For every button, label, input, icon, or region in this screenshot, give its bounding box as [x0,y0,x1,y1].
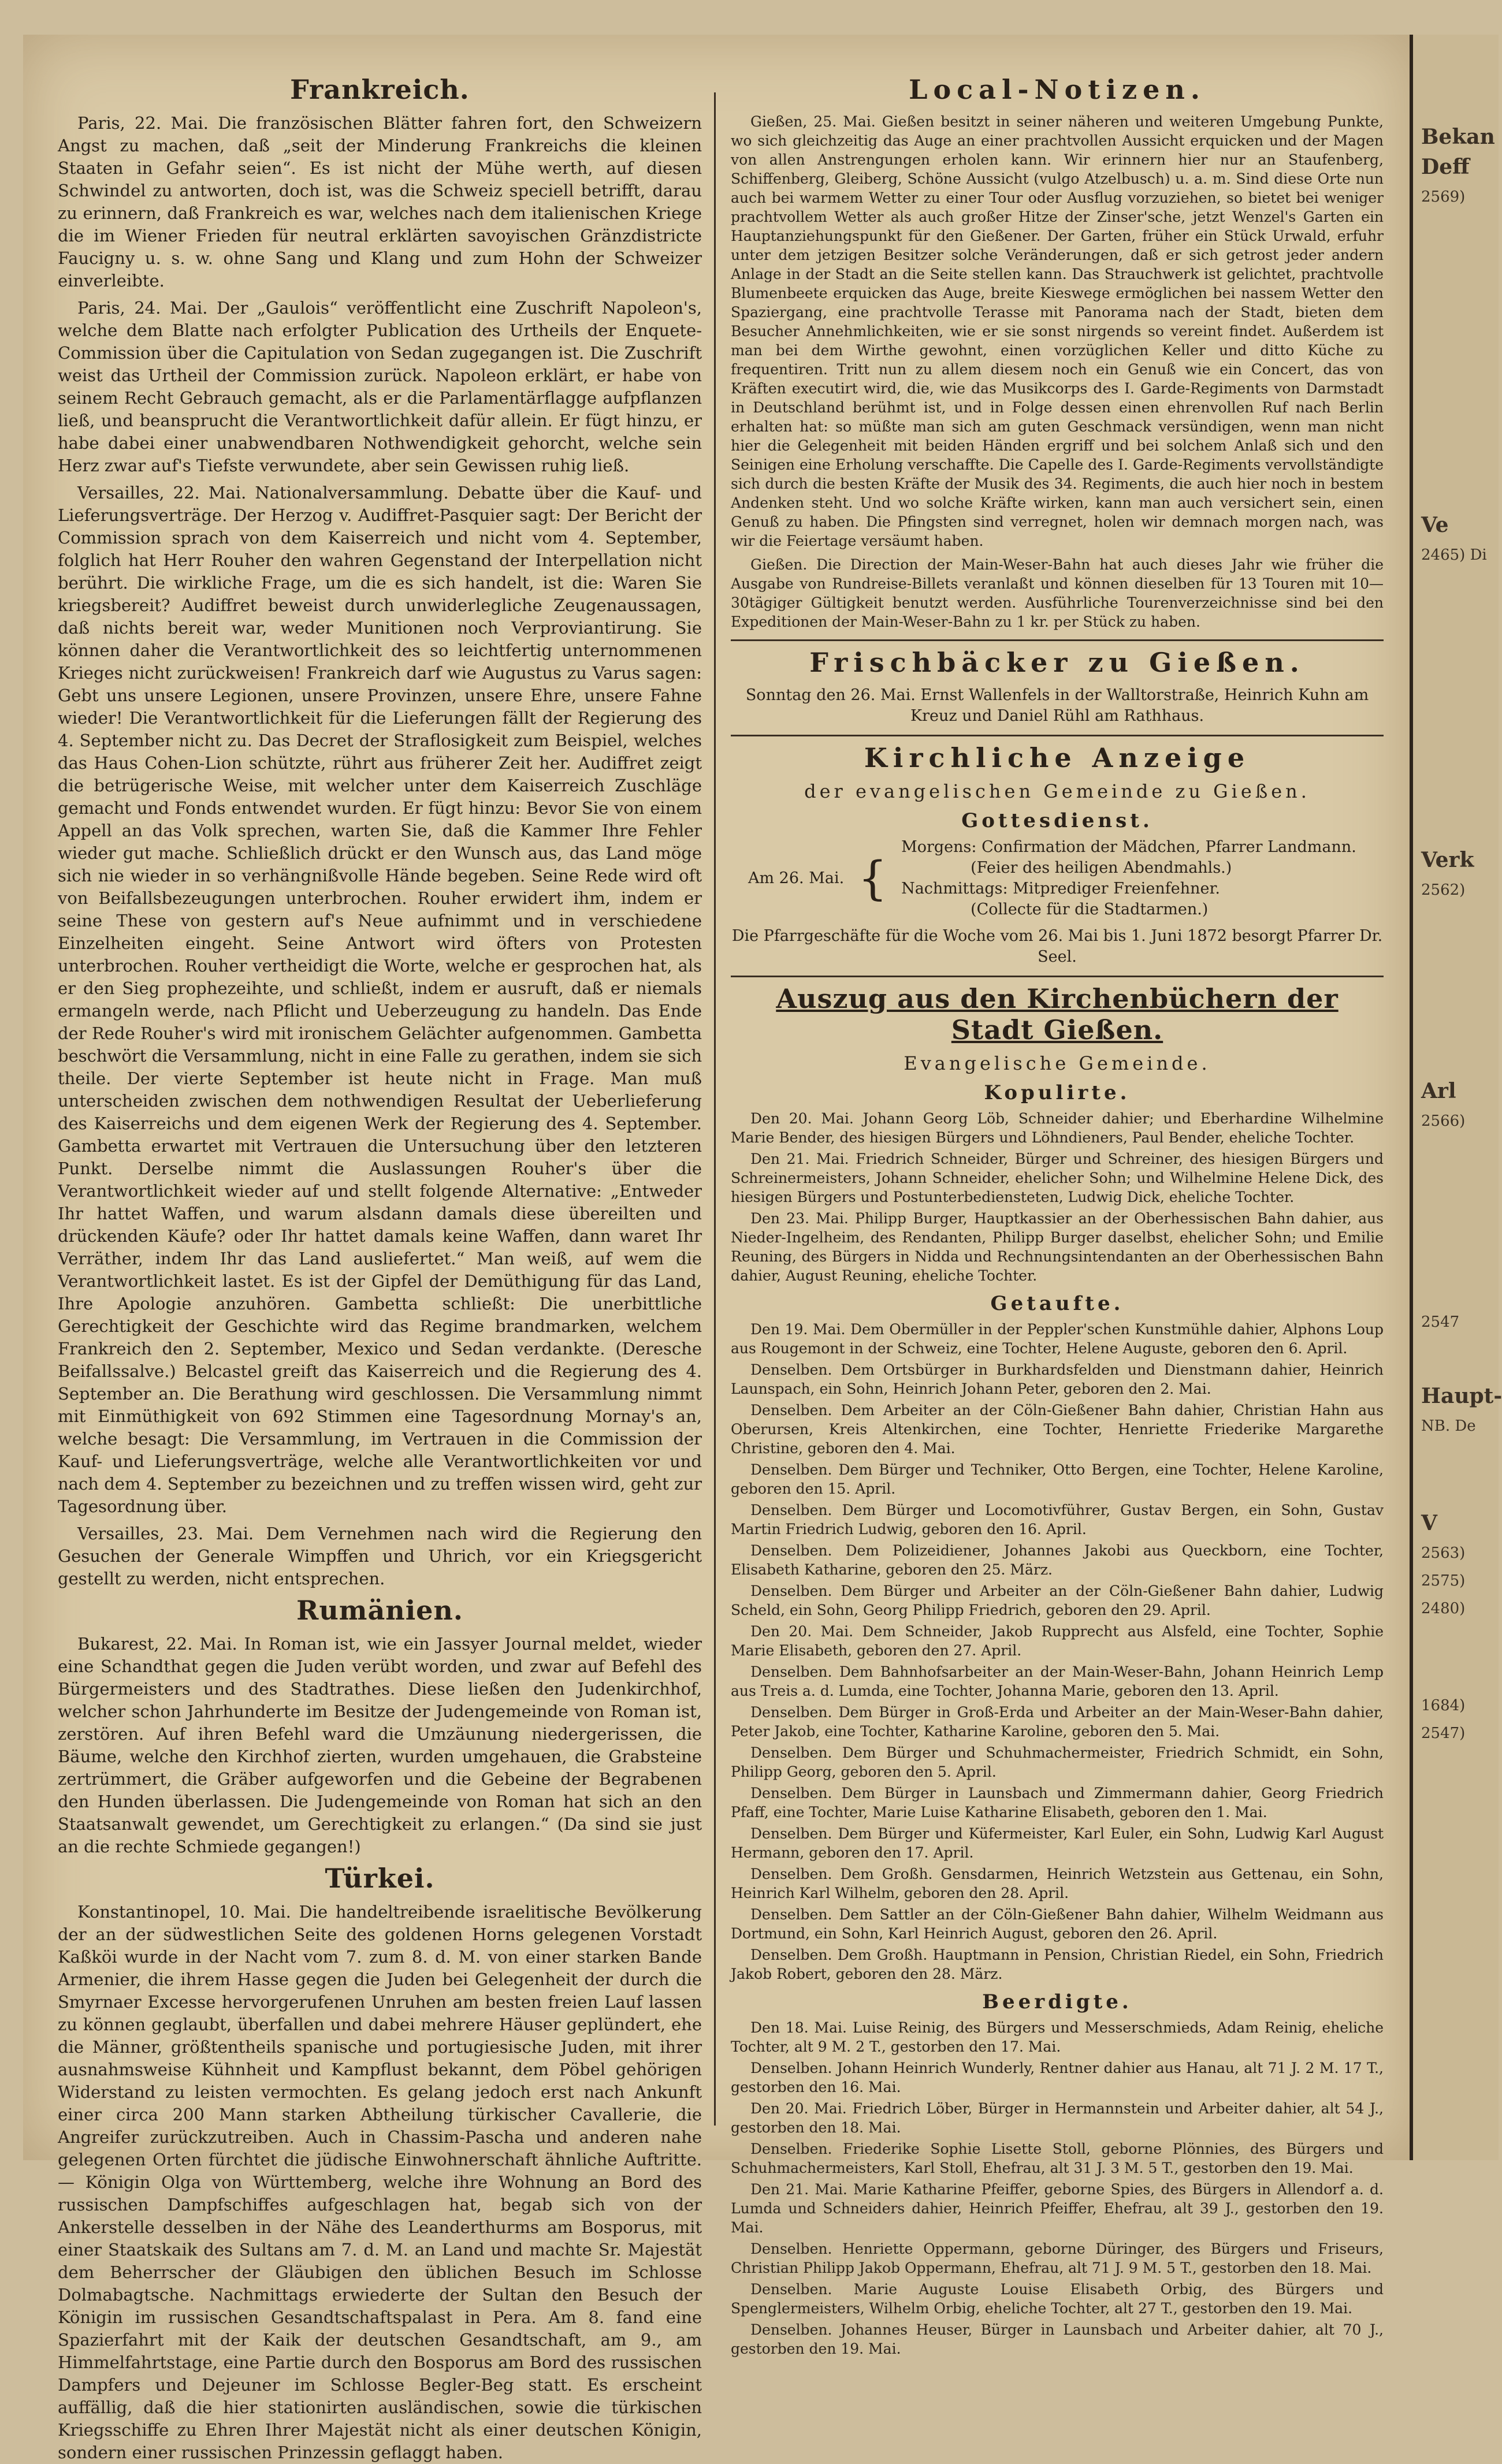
edge-fragment: NB. De [1421,1417,1476,1435]
record-entry: Den 20. Mai. Dem Schneider, Jakob Rupprecht aus Alsfeld, eine Tochter, Sophie Marie Elisabeth, geboren den 27. April. [731,1623,1384,1659]
auszug-subtitle: Evangelische Gemeinde. [904,1052,1211,1074]
article-paragraph: Paris, 22. Mai. Die französischen Blätter fahren fort, den Schweizern Angst zu machen, daß „seit der Minderung Frankreichs die kleinen Staaten in Gefahr seien“. Es ist nicht der Mühe werth, auf diesen Schwindel zu antworten, doch ist, was die Schweiz speciell betrifft, darau zu erinnern, daß Frankreich es war, welches nach dem italienischen Kriege die im Wiener Frieden für neutral erklärten savoyischen Gränzdistricte Faucigny u. s. w. ohne Sang und Klang und zum Hohn der Schweizer einverleibte. [58,113,702,291]
divider-rule [731,639,1384,641]
record-entry: Den 20. Mai. Friedrich Löber, Bürger in Hermannstein und Arbeiter dahier, alt 54 J., gestorben den 18. Mai. [731,2100,1384,2136]
record-entry: Denselben. Johann Heinrich Wunderly, Rentner dahier aus Hanau, alt 71 J. 2 M. 17 T., gestorben den 16. Mai. [731,2060,1384,2095]
service-line: (Feier des heiligen Abendmahls.) [971,859,1232,877]
record-entry: Denselben. Dem Bürger und Techniker, Otto Bergen, eine Tochter, Helene Karoline, geboren den 15. April. [731,1461,1384,1497]
kirchlich-subtitle: der evangelischen Gemeinde zu Gießen. [804,780,1310,802]
edge-fragment: Ve [1421,513,1449,537]
record-entry: Denselben. Dem Bürger und Schuhmachermeister, Friedrich Schmidt, ein Sohn, Philipp Georg, geboren den 5. April. [731,1744,1384,1780]
record-entry: Denselben. Dem Großh. Gensdarmen, Heinrich Wetzstein aus Gettenau, ein Sohn, Heinrich Karl Wilhelm, geboren den 28. April. [731,1866,1384,1901]
section-heading-rumaenien: Rumänien. [296,1595,463,1626]
kirchlich-section [731,742,1384,967]
record-entry: Denselben. Dem Arbeiter an der Cöln-Gießener Bahn dahier, Christian Hahn aus Oberursen, Kreis Altenkirchen, eine Tochter, Henriette Friederike Margarethe Christine, geboren den 4. Mai. [731,1402,1384,1457]
divider-rule [731,976,1384,977]
record-entry: Denselben. Dem Bürger und Küfermeister, Karl Euler, ein Sohn, Ludwig Karl August Hermann, geboren den 17. April. [731,1825,1384,1861]
record-entry: Denselben. Dem Polizeidiener, Johannes Jakobi aus Queckborn, eine Tochter, Elisabeth Katharine, geboren den 25. März. [731,1542,1384,1578]
section-heading-kirchlich: Kirchliche Anzeige [864,742,1251,773]
record-entry: Den 23. Mai. Philipp Burger, Hauptkassier an der Oberhessischen Bahn dahier, aus Nieder-Ingelheim, des Rendanten, Philipp Burger daselbst, ehelicher Sohn; und Emilie Reuning, des Bürgers in Nidda und Rechnungsintendanten an der Oberhessischen Bahn dahier, August Reuning, eheliche Tochter. [731,1210,1384,1284]
article-paragraph: Versailles, 22. Mai. Nationalversammlung. Debatte über die Kauf- und Lieferungsverträge. Der Herzog v. Audiffret-Pasquier sagt: Der Bericht der Commission sprach von dem Kaiserreich und nicht vom 4. September, folglich hat Herr Rouher den wahren Gegenstand der Interpellation nicht berührt. Die wirkliche Frage, um die es sich handelt, ist die: Waren Sie kriegsbereit? Audiffret beweist durch unwiderlegliche Zeugenaussagen, daß nichts bereit war, weder Munitionen noch Verproviantirung. Sie können daher die Verantwortlichkeit des so leichtfertig unternommenen Krieges nicht zurückweisen! Frankreich darf wie Augustus zu Varus sagen: Gebt uns unsere Legionen, unsere Provinzen, unsere Ehre, unsere Fahne wieder! Die Verantwortlichkeit für die Lieferungen fällt der Regierung des 4. September nicht zu. Das Decret der Straflosigkeit zum Beispiel, welches das Haus Cohen-Lion schützte, rührt aus früherer Zeit her. Audiffret zeigt die betrügerische Weise, mit welcher unter dem Kaiserreich Zuschläge gemacht und Fonds entwendet wurden. Er fügt hinzu: Bevor Sie von einem Appell an das Volk sprechen, warten Sie, daß die Kammer Ihre Fehler wieder gut mache. Schließlich drückt er den Wunsch aus, das Land möge sich nie wieder in so verhängnißvolle Hände begeben. Seine Rede wird oft von Beifallsbezeugungen unterbrochen. Rouher erwidert ihm, indem er seine These von gestern auf's Neue aufnimmt und in verschiedene Einzelheiten eingeht. Seine Antwort wird öfters von Protesten unterbrochen. Rouher vertheidigt die Worte, welche er gesprochen hat, als er den Sieg prophezeihte, und schließt, indem er ausruft, daß er niemals ermangeln werde, nach Pflicht und Ueberzeugung zu handeln. Das Ende der Rede Rouher's wird mit ironischem Gelächter aufgenommen. Gambetta beschwört die Versammlung, nicht in eine Falle zu gerathen, indem sie sich theile. Der vierte September ist heute nicht in Frage. Man muß unterscheiden zwischen dem nothwendigen Resultat der Ueberlieferung des Kaiserreichs und dem eigenen Werk der Regierung des 4. September. Gambetta erwartet mit Vertrauen die Untersuchung über den letzteren Punkt. Derselbe nimmt die Auslassungen Rouher's über die Verantwortlichkeit wieder auf und stellt folgende Alternative: „Entweder Ihr hattet Waffen, und warum alsdann damals diese übereilten und drückenden Käufe? oder Ihr hattet damals keine Waffen, dann waret Ihr Verräther, indem Ihr das Land ausliefertet.“ Man weiß, auf wem die Verantwortlichkeit lastet. Es ist der Gipfel der Demüthigung für das Land, Ihre Apologie anzuhören. Gambetta schließt: Die unerbittliche Gerechtigkeit der Geschichte wird das Regime brandmarken, welchem Frankreich den 2. September, Mexico und Sedan verdankte. (Deresche Beifallssalve.) Belcastel greift das Kaiserreich und die Regierung des 4. September an. Die Berathung wird geschlossen. Die Versammlung nimmt mit Einmüthigkeit von 692 Stimmen eine Tagesordnung Mornay's an, welche besagt: Die Versammlung, im Vertrauen in die Commission der Kauf- und Lieferungsverträge, welche alle Verantwortlichkeiten vor und nach dem 4. September zu bezeichnen und zu treffen wissen wird, geht zur Tagesordnung über. [58,483,702,1516]
right-column [731,69,1384,2357]
section-heading-baecker: Frischbäcker zu Gießen. [809,647,1305,678]
service-line: Morgens: Confirmation der Mädchen, Pfarrer Landmann. [901,838,1356,856]
edge-fragment: Haupt- [1421,1384,1502,1408]
pfarr-note: Die Pfarrgeschäfte für die Woche vom 26. Mai bis 1. Juni 1872 besorgt Pfarrer Dr. Seel. [731,927,1383,966]
brace-glyph: { [858,851,888,905]
record-entry: Denselben. Dem Bahnhofsarbeiter an der Main-Weser-Bahn, Johann Heinrich Lemp aus Treis a. d. Lumda, eine Tochter, Johanna Marie, geboren den 13. April. [731,1663,1384,1699]
record-entry: Denselben. Marie Auguste Louise Elisabeth Orbig, des Bürgers und Spenglermeisters, Wilhelm Orbig, eheliche Tochter, alt 27 T., gestorben den 19. Mai. [731,2281,1384,2317]
service-date: Am 26. Mai. [748,869,845,887]
record-entry: Denselben. Dem Bürger und Locomotivführer, Gustav Bergen, ein Sohn, Gustav Martin Friedrich Ludwig, geboren den 16. April. [731,1502,1384,1538]
edge-fragment: 2575) [1421,1572,1466,1590]
rumaenien-section [58,1595,702,1858]
record-entry: Denselben. Dem Bürger und Arbeiter an der Cöln-Gießener Bahn dahier, Ludwig Scheld, ein Sohn, Georg Philipp Friedrich, geboren den 29. April. [731,1583,1384,1618]
article-paragraph: Versailles, 23. Mai. Dem Vernehmen nach wird die Regierung den Gesuchen der Generale Wimpffen und Uhrich, vor ein Kriegsgericht gestellt zu werden, nicht entsprechen. [58,1524,702,1588]
edge-fragment: Verk [1421,848,1474,872]
edge-fragment: 2547) [1421,1725,1466,1742]
record-entry: Denselben. Henriette Oppermann, geborne Düringer, des Bürgers und Friseurs, Christian Philipp Jakob Oppermann, Ehefrau, alt 71 J. 9 M. 5 T., gestorben den 18. Mai. [731,2240,1384,2276]
edge-fragment: 2566) [1421,1112,1466,1130]
article-paragraph: Gießen. Die Direction der Main-Weser-Bahn hat auch dieses Jahr wie früher die Ausgabe von Rundreise-Billets veranlaßt und können dieselben für 13 Touren mit 10—30tägiger Gültigkeit benutzt werden. Ausführliche Tourenverzeichnisse sind bei den Expeditionen der Main-Weser-Bahn zu 1 kr. per Stück zu haben. [731,556,1384,630]
frankreich-section [58,74,702,1590]
record-entry: Den 21. Mai. Marie Katharine Pfeiffer, geborne Spies, des Bürgers in Allendorf a. d. Lumda und Schneiders dahier, Heinrich Pfeiffer, Ehefrau, alt 39 J., gestorben den 19. Mai. [731,2181,1384,2236]
record-entry: Den 18. Mai. Luise Reinig, des Bürgers und Messerschmieds, Adam Reinig, eheliche Tochter, alt 9 M. 2 T., gestorben den 17. Mai. [731,2019,1384,2055]
record-entry: Denselben. Dem Bürger in Launsbach und Zimmermann dahier, Georg Friedrich Pfaff, eine Tochter, Marie Luise Katharine Elisabeth, geboren den 1. Mai. [731,1785,1384,1821]
edge-fragment: Bekan [1421,125,1495,149]
baecker-text: Sonntag den 26. Mai. Ernst Wallenfels in der Walltorstraße, Heinrich Kuhn am Kreuz und Daniel Rühl am Rathhaus. [745,686,1369,725]
article-paragraph: Gießen, 25. Mai. Gießen besitzt in seiner näheren und weiteren Umgebung Punkte, wo sich gleichzeitig das Auge an einer prachtvollen Aussicht erquicken und der Magen von allen Anstrengungen erholen kann. Wir erinnern hier nur an Staufenberg, Schiffenberg, Gleiberg, Schöne Aussicht (vulgo Atzelbusch) u. a. m. Sind diese Orte nun auch bei warmem Wetter zu einer Tour oder Ausflug vorzuziehen, so bietet bei weniger prachtvollem Wetter als auch großer Hitze der Zinser'sche, jetzt Wenzel's Garten ein Hauptanziehungspunkt für den Gießener. Der Garten, früher ein Stück Urwald, erfuhr unter dem jetzigen Besitzer solche Veränderungen, daß er sich getrost jeder andern Anlage in der Stadt an die Seite stellen kann. Das Strauchwerk ist gelichtet, prachtvolle Blumenbeete erquicken das Auge, breite Kieswege ermöglichen bei nassem Wetter den Spaziergang, eine prachtvolle Terasse mit Panorama nach der Stadt, bieten dem Besucher Annehmlichkeiten, wie er sie sonst nirgends so vereint findet. Außerdem ist man bei dem Wirthe gewohnt, einen vorzüglichen Keller und ditto Küche zu frequentiren. Tritt nun zu allem diesem noch ein Genuß wie ein Concert, das von Kräften executirt wird, die, wie das Musikcorps des I. Garde-Regiments von Darmstadt in Deutschland berühmt ist, und in Folge dessen einen ehrenvollen Ruf nach Berlin erhalten hat: so müßte man sich am guten Geschmack versündigen, wenn man nicht hier die Gelegenheit mit beiden Händen ergriff und bei solchem Anlaß sich und den Seinigen eine Erholung verschaffte. Die Capelle des I. Garde-Regiments vervollständigte sich durch die besten Kräfte der Musik des 34. Regiments, die auch hier noch in bestem Andenken steht. Und wo solche Kräfte wirken, kann man auch versichert sein, einen Genuß zu haben. Die Pfingsten sind verregnet, holen wir demnach morgen nach, was wir die Feiertage versäumt haben. [731,113,1384,549]
record-entry: Denselben. Johannes Heuser, Bürger in Launsbach und Arbeiter dahier, alt 70 J., gestorben den 19. Mai. [731,2321,1384,2357]
record-entry: Den 21. Mai. Friedrich Schneider, Bürger und Schreiner, des hiesigen Bürgers und Schreinermeisters, Johann Schneider, ehelicher Sohn; und Wilhelmine Helene Dick, des hiesigen Bürgers und Postunterbediensteten, Ludwig Dick, eheliche Tochter. [731,1151,1384,1205]
edge-fragment: 2563) [1421,1544,1466,1562]
edge-fragment: Deff [1421,155,1470,179]
service-line: (Collecte für die Stadtarmen.) [971,900,1209,918]
edge-fragment: 1684) [1421,1697,1466,1714]
section-heading-frankreich: Frankreich. [290,74,470,105]
edge-fragment: 2562) [1421,881,1466,899]
edge-fragment: V [1421,1511,1437,1535]
tuerkei-section [58,1863,702,2464]
column-divider [714,92,716,2126]
record-entry: Denselben. Dem Ortsbürger in Burkhardsfelden und Dienstmann dahier, Heinrich Launspach, ein Sohn, Heinrich Johann Peter, geboren den 2. Mai. [731,1361,1384,1397]
divider-rule [731,735,1384,736]
newspaper-page [23,35,1410,2462]
record-entry: Den 19. Mai. Dem Obermüller in der Peppler'schen Kunstmühle dahier, Alphons Loup aus Rougemont in der Schweiz, eine Tochter, Helene Auguste, geboren den 6. April. [731,1321,1384,1357]
kopulirte-heading: Kopulirte. [984,1081,1131,1104]
record-entry: Denselben. Dem Bürger in Groß-Erda und Arbeiter an der Main-Weser-Bahn dahier, Peter Jakob, eine Tochter, Katharine Karoline, geboren den 5. Mai. [731,1704,1384,1740]
adjacent-page-edge [1410,35,1502,2160]
article-paragraph: Bukarest, 22. Mai. In Roman ist, wie ein Jassyer Journal meldet, wieder eine Schandthat gegen die Juden verübt worden, und zwar auf Befehl des Bürgermeisters und des Stadtrathes. Diese ließen den Judenkirchhof, welcher schon Jahrhunderte im Besitze der Judengemeinde von Roman ist, zerstören. Auf ihren Befehl ward die Umzäunung niedergerissen, die Bäume, welche den Kirchhof zierten, wurden umgehauen, die Grabsteine zertrümmert, die Gräber aufgeworfen und die Gebeine der Begrabenen den Hunden überlassen. Die Judengemeinde von Roman hat sich an den Staatsanwalt gewendet, um Gerechtigkeit zu erlangen.“ (Da sind sie just an die rechte Schmiede gegangen!) [58,1634,702,1856]
edge-fragment: 2465) Di [1421,546,1487,564]
service-schedule [748,837,1384,920]
record-entry: Denselben. Friederike Sophie Lisette Stoll, geborne Plönnies, des Bürgers und Schuhmachermeisters, Karl Stoll, Ehefrau, alt 31 J. 3 M. 5 T., gestorben den 19. Mai. [731,2141,1384,2176]
record-entry: Denselben. Dem Großh. Hauptmann in Pension, Christian Riedel, ein Sohn, Friedrich Jakob Robert, geboren den 28. März. [731,1946,1384,1982]
baecker-section [731,647,1384,727]
edge-fragment: Arl [1421,1079,1456,1103]
service-line: Nachmittags: Mitprediger Freienfehner. [901,880,1221,898]
left-column [58,69,702,2462]
article-paragraph: Konstantinopel, 10. Mai. Die handeltreibende israelitische Bevölkerung der an der südwestlichen Seite des goldenen Horns gelegenen Vorstadt Kaßköi wurde in der Nacht vom 7. zum 8. d. M. von einer starken Bande Armenier, die ihrem Hasse gegen die Juden bei Gelegenheit der durch die Smyrnaer Excesse hervorgerufenen Unruhen am besten freien Lauf lassen zu können geglaubt, überfallen und dabei mehrere Häuser geplündert, ehe die Männer, größtentheils spanische und portugiesische Juden, mit ihrer ausnahmsweise Kühnheit und Kampflust bekannt, dem Pöbel gehörigen Widerstand zu leisten vermochten. Es gelang jedoch erst nach Ankunft einer circa 200 Mann starken Abtheilung türkischer Cavallerie, die Angreifer zurückzutreiben. Auch in Chassim-Pascha und anderen nahe gelegenen Orten fürchtet die jüdische Einwohnerschaft ähnliche Auftritte. — Königin Olga von Württemberg, welche ihre Wohnung an Bord des russischen Dampfschiffes aufgeschlagen hat, begab sich von der Ankerstelle desselben in der Nähe des Leanderthurms am Bosporus, mit einer Staatskaik des Sultans am 7. d. M. an Land und machte Sr. Majestät dem Beherrscher der Gläubigen den üblichen Besuch im Schlosse Dolmabagtsche. Nachmittags erwiederte der Sultan den Besuch der Königin im russischen Gesandtschaftspalast in Pera. Am 8. fand eine Spazierfahrt mit der Kaik der deutschen Gesandtschaft, am 9., am Himmelfahrtstage, eine Partie durch den Bosporus am Bord des russischen Dampfers und Dejeuner im Schlosse Begler-Beg statt. Es erscheint auffällig, daß die hier stationirten ausländischen, sowie die türkischen Kriegsschiffe zu Ehren Ihrer Majestät nicht als einer deutschen Königin, sondern einer russischen Prinzessin geflaggt haben. [58,1902,702,2462]
edge-fragment: 2480) [1421,1600,1466,1617]
article-paragraph: Paris, 24. Mai. Der „Gaulois“ veröffentlicht eine Zuschrift Napoleon's, welche dem Blatte nach erfolgter Publication des Urtheils der Enquete-Commission über die Capitulation von Sedan zugegangen ist. Die Zuschrift weist das Urtheil der Commission zurück. Napoleon erklärt, er habe von seinem Recht Gebrauch gemacht, als er die Parlamentärflagge aufpflanzen ließ, und beansprucht die Verantwortlichkeit dafür allein. Er fügt hinzu, er habe dabei einer unabwendbaren Nothwendigkeit gehorcht, welche sein Herz zwar auf's Tiefste verwundete, aber sein Gewissen ruhig ließ. [58,298,702,475]
auszug-section [731,983,1384,2358]
gottesdienst-heading: Gottesdienst. [961,809,1153,832]
record-entry: Denselben. Dem Sattler an der Cöln-Gießener Bahn dahier, Wilhelm Weidmann aus Dortmund, ein Sohn, Karl Heinrich August, geboren den 26. April. [731,1906,1384,1942]
section-heading-tuerkei: Türkei. [325,1863,435,1894]
edge-fragment: 2547 [1421,1313,1460,1331]
beerdigte-heading: Beerdigte. [982,1990,1132,2013]
edge-fragment: 2569) [1421,188,1466,206]
local-notes-section [731,74,1384,631]
record-entry: Den 20. Mai. Johann Georg Löb, Schneider dahier; und Eberhardine Wilhelmine Marie Bender, des hiesigen Bürgers und Löhndieners, Paul Bender, eheliche Tochter. [731,1110,1384,1146]
getaufte-heading: Getaufte. [990,1292,1124,1315]
section-heading-auszug: Auszug aus den Kirchenbüchern der Stadt Gießen. [776,983,1339,1045]
section-heading-local: Local-Notizen. [909,74,1206,105]
